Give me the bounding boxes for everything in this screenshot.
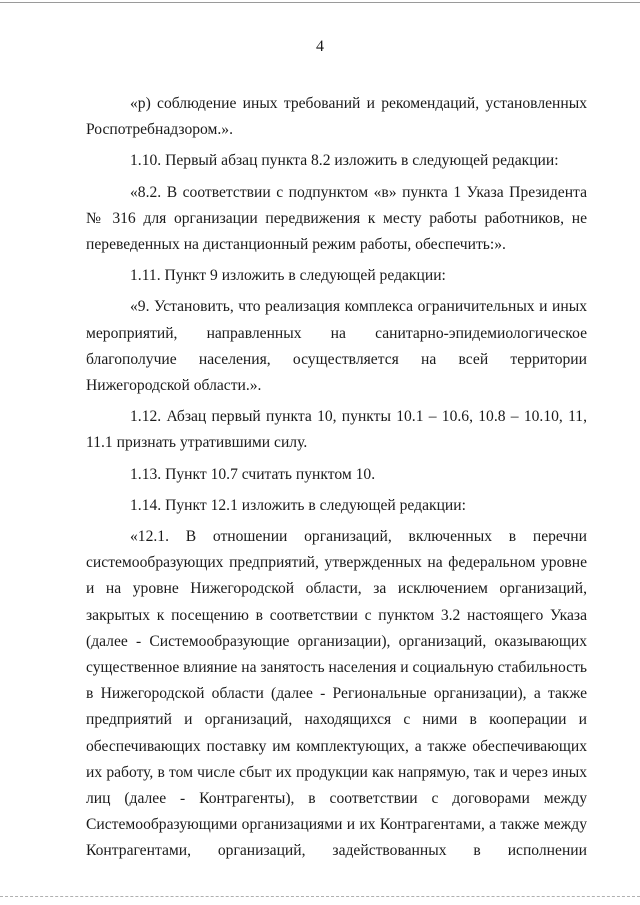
- paragraph-9-quote: «9. Установить, что реализация комплекса ограничительных и иных мероприятий, направленных на санитарно-эпидемиологическое благополучие населения, осуществляется на всей территории Нижегородской области.».: [86, 298, 587, 395]
- scan-bottom-edge-line: [0, 896, 640, 897]
- paragraph-8-2-quote: «8.2. В соответствии с подпунктом «в» пункта 1 Указа Президента № 316 для организации передвижения к месту работы работников, не переведенных на дистанционный режим работы, обеспечить:».: [86, 183, 587, 254]
- paragraph-item-r: «р) соблюдение иных требований и рекомендаций, установленных Роспотребнадзором.».: [86, 95, 587, 139]
- paragraph-12-1-quote: «12.1. В отношении организаций, включенных в перечни системообразующих предприятий, утвержденных на федеральном уровне и на уровне Нижегородской области, за исключением организаций, закрытых к посещению в соответствии с пунктом 3.2 настоящего Указа (далее - Системообразующие организации), организаций, оказывающих существенное влияние на занятость населения и социальную стабильность в Нижегородской области (далее - Региональные организации), а также предприятий и организаций, находящихся с ними в кооперации и обеспечивающих поставку им комплектующих, а также обеспечивающих их работу, в том числе сбыт их продукции как напрямую, так и через иных лиц (далее - Контрагенты), в соответствии с договорами между Системообразующими организациями и их Контрагентами, а также между Контрагентами, организаций, задействованных в исполнении: [86, 528, 587, 860]
- document-body: [86, 91, 587, 870]
- paragraph-1-14: 1.14. Пункт 12.1 изложить в следующей редакции:: [130, 496, 466, 514]
- page-number: 4: [316, 38, 324, 55]
- paragraph-1-13: 1.13. Пункт 10.7 считать пунктом 10.: [130, 465, 376, 483]
- paragraph-1-12: 1.12. Абзац первый пункта 10, пункты 10.1 – 10.6, 10.8 – 10.10, 11, 11.1 признать утратившими силу.: [86, 408, 587, 452]
- paragraph-1-11: 1.11. Пункт 9 изложить в следующей редакции:: [130, 267, 446, 285]
- paragraph-1-10: 1.10. Первый абзац пункта 8.2 изложить в следующей редакции:: [130, 152, 559, 170]
- scan-top-edge-line: [0, 2, 640, 3]
